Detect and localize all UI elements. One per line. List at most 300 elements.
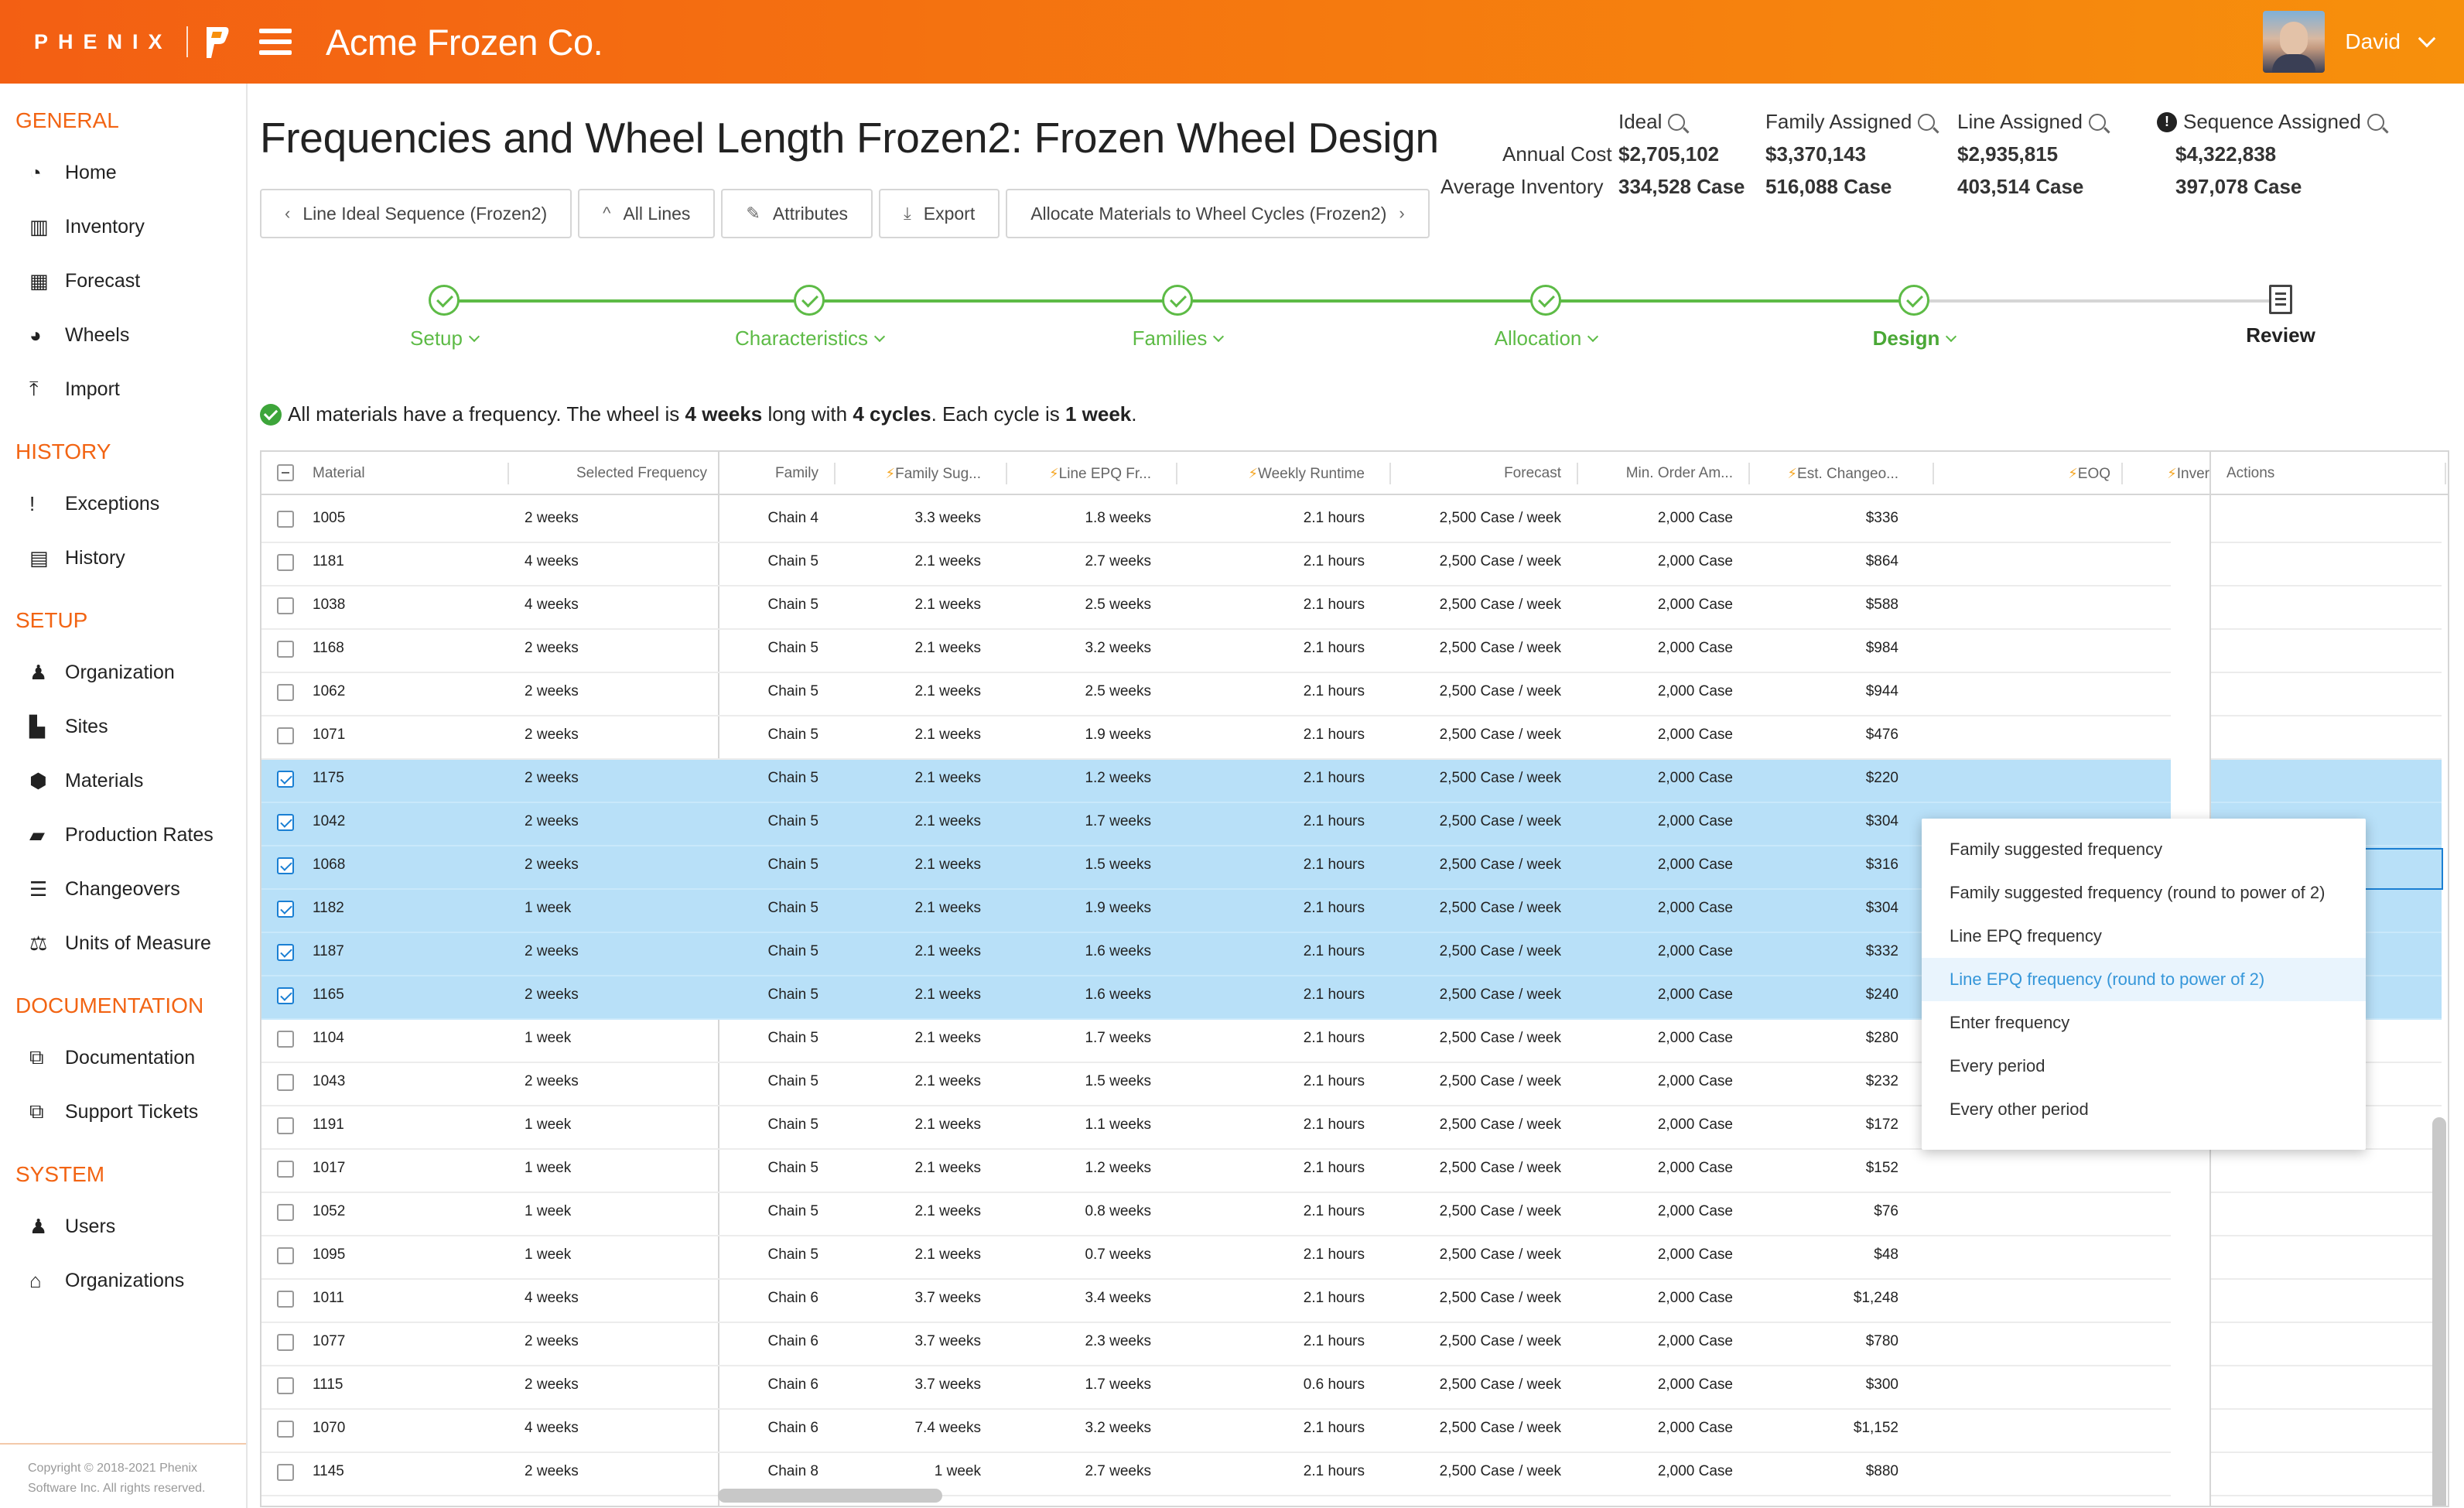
sidebar-item-label: History <box>65 546 125 569</box>
cell-family-suggested: 3.7 weeks <box>914 1376 981 1393</box>
cell-forecast: 2,500 Case / week <box>1439 813 1561 829</box>
header-inventory[interactable]: ⚡Inver <box>2167 466 2209 482</box>
family-assigned-annual-cost: $3,370,143 <box>1765 142 1867 166</box>
cell-family-suggested: 2.1 weeks <box>914 1160 981 1176</box>
line-assigned-avg-inventory: 403,514 Case <box>1957 175 2084 198</box>
cell-family-suggested: 2.1 weeks <box>914 1246 981 1263</box>
sidebar-item-label: Inventory <box>65 215 145 238</box>
sidebar-item-organizations[interactable] <box>0 1253 246 1308</box>
cell-est-changeover: $780 <box>1865 1333 1898 1349</box>
cell-est-changeover: $332 <box>1865 943 1898 959</box>
cell-forecast: 2,500 Case / week <box>1439 987 1561 1003</box>
table-row[interactable] <box>261 1193 2171 1236</box>
cell-selected-frequency: 2 weeks <box>525 857 579 873</box>
cell-est-changeover: $880 <box>1865 1463 1898 1479</box>
menu-item-1[interactable]: Family suggested frequency (round to power of 2) <box>1950 883 2326 902</box>
cell-material: 1175 <box>313 770 344 786</box>
cell-forecast: 2,500 Case / week <box>1439 727 1561 743</box>
table-row[interactable] <box>261 1020 2171 1063</box>
cell-forecast: 2,500 Case / week <box>1439 683 1561 699</box>
cell-forecast: 2,500 Case / week <box>1439 553 1561 569</box>
search-icon[interactable] <box>2089 114 2106 131</box>
cell-line-epq: 1.5 weeks <box>1085 1073 1151 1089</box>
cell-material: 1043 <box>313 1073 346 1089</box>
table-row[interactable] <box>261 890 2171 933</box>
cell-material: 1115 <box>313 1376 343 1393</box>
top-bar <box>0 0 2464 84</box>
cell-family-suggested: 2.1 weeks <box>914 1073 981 1089</box>
sidebar-item-label: Forecast <box>65 269 141 292</box>
table-row[interactable] <box>261 1236 2171 1280</box>
header-min-order[interactable]: Min. Order Am... <box>1625 465 1733 481</box>
row-checkbox[interactable] <box>277 1117 294 1134</box>
book-icon: ▤ <box>29 545 49 569</box>
table-row[interactable] <box>261 1323 2171 1366</box>
row-checkbox[interactable] <box>277 727 294 744</box>
copyright <box>0 1443 246 1508</box>
row-checkbox[interactable] <box>277 857 294 874</box>
grid-header <box>261 452 2448 495</box>
cell-line-epq: 3.2 weeks <box>1085 1420 1151 1436</box>
sidebar-item-units-of-measure[interactable] <box>0 916 246 970</box>
actions-cell <box>2211 1280 2442 1323</box>
cell-line-epq: 0.8 weeks <box>1085 1203 1151 1219</box>
chevron-down-icon <box>1587 330 1598 341</box>
cell-min-order: 2,000 Case <box>1657 1203 1733 1219</box>
exclamation-icon: ! <box>2157 112 2177 132</box>
pencil-icon: ✎ <box>746 203 760 223</box>
external-link-icon: ⧉ <box>29 1045 44 1069</box>
actions-cell <box>2211 1410 2442 1453</box>
row-checkbox[interactable] <box>277 814 294 831</box>
table-row[interactable] <box>261 803 2171 846</box>
back-button[interactable] <box>260 189 572 238</box>
cell-selected-frequency: 1 week <box>525 1116 572 1133</box>
cell-line-epq: 3.4 weeks <box>1085 1290 1151 1306</box>
cell-min-order: 2,000 Case <box>1657 727 1733 743</box>
table-row[interactable] <box>261 1280 2171 1323</box>
cell-family: Chain 5 <box>767 1203 818 1219</box>
cell-est-changeover: $476 <box>1865 727 1898 743</box>
cell-min-order: 2,000 Case <box>1657 1160 1733 1176</box>
cell-est-changeover: $944 <box>1865 683 1898 699</box>
row-checkbox[interactable] <box>277 597 294 614</box>
cell-selected-frequency: 1 week <box>525 1246 572 1263</box>
row-checkbox[interactable] <box>277 511 294 528</box>
menu-item-4[interactable]: Enter frequency <box>1950 1013 2070 1032</box>
cell-est-changeover: $588 <box>1865 597 1898 613</box>
table-row[interactable] <box>261 1150 2171 1193</box>
home-icon: ⌂ <box>29 1268 42 1292</box>
sequence-assigned-header-label: Sequence Assigned <box>2183 110 2361 133</box>
cell-weekly-runtime: 2.1 hours <box>1303 770 1365 786</box>
cell-line-epq: 2.5 weeks <box>1085 683 1151 699</box>
cell-weekly-runtime: 2.1 hours <box>1303 1073 1365 1089</box>
table-row[interactable] <box>261 1063 2171 1106</box>
horizontal-scrollbar[interactable] <box>718 1489 942 1503</box>
cell-family: Chain 5 <box>767 813 818 829</box>
sequence-assigned-header[interactable] <box>2157 110 2384 134</box>
copyright-line-1: Copyright © 2018-2021 Phenix <box>28 1462 198 1475</box>
sidebar-item-label: Organization <box>65 661 175 683</box>
row-checkbox[interactable] <box>277 641 294 658</box>
row-checkbox[interactable] <box>277 771 294 788</box>
cell-family: Chain 6 <box>767 1376 818 1393</box>
step-characteristics-label[interactable]: Characteristics <box>735 327 883 350</box>
actions-cell <box>2211 630 2442 673</box>
cell-material: 1168 <box>313 640 344 656</box>
table-row[interactable] <box>261 933 2171 976</box>
sidebar <box>0 84 248 1508</box>
header-actions: Actions <box>2226 465 2275 481</box>
status-text: All materials have a frequency. The wheel is 4 weeks long with 4 cycles. Each cycle is 1 week. <box>288 402 1137 426</box>
sidebar-item-forecast[interactable] <box>0 254 246 308</box>
menu-item-3[interactable]: Line EPQ frequency (round to power of 2) <box>1922 958 2366 1001</box>
cell-forecast: 2,500 Case / week <box>1439 1203 1561 1219</box>
balance-scale-icon: ⚖ <box>29 931 48 955</box>
row-checkbox[interactable] <box>277 987 294 1004</box>
cell-selected-frequency: 2 weeks <box>525 943 579 959</box>
cell-min-order: 2,000 Case <box>1657 857 1733 873</box>
cell-selected-frequency: 1 week <box>525 900 572 916</box>
cell-family-suggested: 2.1 weeks <box>914 683 981 699</box>
table-row[interactable] <box>261 846 2171 890</box>
actions-cell <box>2211 1453 2442 1496</box>
cell-family-suggested: 3.7 weeks <box>914 1333 981 1349</box>
row-checkbox[interactable] <box>277 1247 294 1264</box>
cell-weekly-runtime: 2.1 hours <box>1303 1333 1365 1349</box>
sidebar-item-label: Import <box>65 378 120 400</box>
step-characteristics[interactable] <box>693 285 925 350</box>
step-review[interactable] <box>2165 285 2397 347</box>
cell-family-suggested: 7.4 weeks <box>914 1420 981 1436</box>
cell-family-suggested: 2.1 weeks <box>914 813 981 829</box>
cell-forecast: 2,500 Case / week <box>1439 1073 1561 1089</box>
menu-item-0[interactable]: Family suggested frequency <box>1950 839 2163 859</box>
cell-est-changeover: $1,248 <box>1853 1290 1898 1306</box>
actions-cell <box>2211 1366 2442 1410</box>
search-icon[interactable] <box>1918 114 1935 131</box>
cell-min-order: 2,000 Case <box>1657 553 1733 569</box>
cell-est-changeover: $220 <box>1865 770 1898 786</box>
header-family-suggested[interactable]: ⚡Family Sug... <box>885 466 981 482</box>
family-assigned-header[interactable] <box>1765 110 1935 134</box>
sidebar-item-sites[interactable] <box>0 699 246 754</box>
cell-est-changeover: $76 <box>1874 1203 1898 1219</box>
row-checkbox[interactable] <box>277 901 294 918</box>
export-button[interactable] <box>879 189 1000 238</box>
cell-material: 1095 <box>313 1246 346 1263</box>
check-icon <box>1530 285 1561 316</box>
bolt-icon: ⚡ <box>1787 466 1798 481</box>
cell-weekly-runtime: 2.1 hours <box>1303 553 1365 569</box>
cell-family: Chain 6 <box>767 1420 818 1436</box>
bolt-icon: ⚡ <box>1248 466 1259 481</box>
cell-material: 1181 <box>313 553 344 569</box>
cell-selected-frequency: 2 weeks <box>525 683 579 699</box>
bolt-icon: ⚡ <box>1049 466 1059 481</box>
step-review-label[interactable]: Review <box>2246 323 2315 347</box>
cell-est-changeover: $172 <box>1865 1116 1898 1133</box>
main-content <box>249 84 2464 1508</box>
sidebar-item-documentation[interactable] <box>0 1031 246 1085</box>
table-row[interactable] <box>261 586 2171 630</box>
sidebar-item-support-tickets[interactable] <box>0 1085 246 1139</box>
cell-selected-frequency: 2 weeks <box>525 1333 579 1349</box>
cell-family: Chain 5 <box>767 1160 818 1176</box>
table-row[interactable] <box>261 543 2171 586</box>
cell-family-suggested: 2.1 weeks <box>914 727 981 743</box>
cell-weekly-runtime: 2.1 hours <box>1303 1246 1365 1263</box>
next-button-label: Allocate Materials to Wheel Cycles (Frozen2) <box>1030 203 1387 224</box>
sidebar-item-wheels[interactable] <box>0 308 246 362</box>
ideal-header-label: Ideal <box>1618 110 1663 133</box>
header-est-changeover[interactable]: ⚡Est. Changeo... <box>1787 466 1898 482</box>
copyright-line-2: Software Inc. All rights reserved. <box>28 1482 206 1495</box>
cell-forecast: 2,500 Case / week <box>1439 1463 1561 1479</box>
cell-material: 1062 <box>313 683 346 699</box>
menu-item-2[interactable]: Line EPQ frequency <box>1950 926 2102 945</box>
sidebar-item-materials[interactable] <box>0 754 246 808</box>
cell-family: Chain 5 <box>767 640 818 656</box>
chevron-up-icon: ^ <box>603 203 611 223</box>
cell-selected-frequency: 2 weeks <box>525 1463 579 1479</box>
header-forecast[interactable]: Forecast <box>1504 465 1561 481</box>
header-material[interactable]: Material <box>313 465 365 481</box>
cell-min-order: 2,000 Case <box>1657 1376 1733 1393</box>
table-row[interactable] <box>261 760 2171 803</box>
sidebar-item-label: Documentation <box>65 1046 196 1069</box>
cell-min-order: 2,000 Case <box>1657 900 1733 916</box>
cell-weekly-runtime: 0.6 hours <box>1303 1376 1365 1393</box>
cell-est-changeover: $300 <box>1865 1376 1898 1393</box>
family-assigned-avg-inventory: 516,088 Case <box>1765 175 1892 198</box>
ideal-avg-inventory: 334,528 Case <box>1618 175 1745 198</box>
next-button[interactable] <box>1006 189 1430 238</box>
line-assigned-header-label: Line Assigned <box>1957 110 2083 133</box>
line-assigned-header[interactable] <box>1957 110 2106 134</box>
row-checkbox[interactable] <box>277 1204 294 1221</box>
row-checkbox[interactable] <box>277 1074 294 1091</box>
dashboard-icon: ◔ <box>29 160 42 184</box>
header-family[interactable]: Family <box>775 465 818 481</box>
row-checkbox[interactable] <box>277 684 294 701</box>
cell-forecast: 2,500 Case / week <box>1439 857 1561 873</box>
cell-family: Chain 8 <box>767 1463 818 1479</box>
sidebar-item-import[interactable] <box>0 362 246 416</box>
sidebar-item-production-rates[interactable] <box>0 808 246 862</box>
cell-min-order: 2,000 Case <box>1657 1290 1733 1306</box>
sidebar-item-inventory[interactable] <box>0 200 246 254</box>
cell-line-epq: 2.5 weeks <box>1085 597 1151 613</box>
table-row[interactable] <box>261 716 2171 760</box>
cell-weekly-runtime: 2.1 hours <box>1303 510 1365 526</box>
cell-family: Chain 5 <box>767 597 818 613</box>
table-row[interactable] <box>261 1453 2171 1496</box>
cell-est-changeover: $280 <box>1865 1030 1898 1046</box>
table-row[interactable] <box>261 673 2171 716</box>
cell-weekly-runtime: 2.1 hours <box>1303 1203 1365 1219</box>
select-all-checkbox[interactable] <box>277 464 294 481</box>
table-row[interactable] <box>261 630 2171 673</box>
search-icon[interactable] <box>1668 114 1685 131</box>
cell-min-order: 2,000 Case <box>1657 813 1733 829</box>
header-line-epq[interactable]: ⚡Line EPQ Fr... <box>1049 466 1151 482</box>
ideal-header[interactable] <box>1618 110 1685 134</box>
factory-icon: ▙ <box>29 714 45 738</box>
step-allocation[interactable] <box>1430 285 1662 350</box>
cell-min-order: 2,000 Case <box>1657 943 1733 959</box>
cell-family: Chain 5 <box>767 770 818 786</box>
cell-est-changeover: $1,152 <box>1853 1420 1898 1436</box>
sidebar-item-changeovers[interactable] <box>0 862 246 916</box>
cell-weekly-runtime: 2.1 hours <box>1303 857 1365 873</box>
chevron-left-icon: ‹ <box>285 203 291 223</box>
row-checkbox[interactable] <box>277 1031 294 1048</box>
header-weekly-runtime[interactable]: ⚡Weekly Runtime <box>1248 466 1365 482</box>
row-checkbox[interactable] <box>277 1377 294 1394</box>
cell-weekly-runtime: 2.1 hours <box>1303 943 1365 959</box>
row-checkbox[interactable] <box>277 1291 294 1308</box>
ruler-icon: ▰ <box>29 822 45 846</box>
sidebar-item-history[interactable] <box>0 531 246 585</box>
cell-family-suggested: 2.1 weeks <box>914 553 981 569</box>
sidebar-item-label: Support Tickets <box>65 1100 199 1123</box>
table-row[interactable] <box>261 500 2171 543</box>
cell-family-suggested: 2.1 weeks <box>914 900 981 916</box>
sidebar-item-label: Wheels <box>65 323 130 346</box>
cell-forecast: 2,500 Case / week <box>1439 1420 1561 1436</box>
family-assigned-header-label: Family Assigned <box>1765 110 1912 133</box>
step-design-label[interactable]: Design <box>1873 327 1956 350</box>
menu-item-6[interactable]: Every other period <box>1950 1099 2089 1119</box>
cell-line-epq: 1.2 weeks <box>1085 770 1151 786</box>
cell-material: 1071 <box>313 727 346 743</box>
cell-family-suggested: 3.3 weeks <box>914 510 981 526</box>
cell-family: Chain 5 <box>767 727 818 743</box>
cell-est-changeover: $984 <box>1865 640 1898 656</box>
cell-line-epq: 1.7 weeks <box>1085 1376 1151 1393</box>
cell-family: Chain 5 <box>767 553 818 569</box>
cell-selected-frequency: 1 week <box>525 1160 572 1176</box>
user-name[interactable]: David <box>2345 29 2401 53</box>
cell-min-order: 2,000 Case <box>1657 640 1733 656</box>
header-selected-frequency[interactable]: Selected Frequency <box>576 465 707 481</box>
cell-family: Chain 4 <box>767 510 818 526</box>
bolt-icon: ⚡ <box>885 466 896 481</box>
cell-material: 1052 <box>313 1203 346 1219</box>
cell-selected-frequency: 2 weeks <box>525 987 579 1003</box>
cell-line-epq: 1.9 weeks <box>1085 900 1151 916</box>
chevron-down-icon <box>469 330 480 341</box>
all-lines-button[interactable] <box>578 189 715 238</box>
step-allocation-label[interactable]: Allocation <box>1495 327 1598 350</box>
row-checkbox[interactable] <box>277 1464 294 1481</box>
step-families[interactable] <box>1061 285 1294 350</box>
chevron-down-icon[interactable] <box>2418 30 2436 48</box>
document-icon <box>2269 285 2292 314</box>
table-row[interactable] <box>261 1410 2171 1453</box>
attributes-button[interactable] <box>721 189 873 238</box>
cell-selected-frequency: 2 weeks <box>525 813 579 829</box>
search-icon[interactable] <box>2367 114 2384 131</box>
cell-family: Chain 6 <box>767 1333 818 1349</box>
actions-cell <box>2211 1236 2442 1280</box>
actions-cell <box>2211 673 2442 716</box>
sidebar-item-label: Production Rates <box>65 823 214 846</box>
cell-min-order: 2,000 Case <box>1657 1420 1733 1436</box>
cell-forecast: 2,500 Case / week <box>1439 1160 1561 1176</box>
sidebar-item-organization[interactable] <box>0 645 246 699</box>
cell-line-epq: 1.2 weeks <box>1085 1160 1151 1176</box>
actions-cell <box>2211 1323 2442 1366</box>
cell-min-order: 2,000 Case <box>1657 770 1733 786</box>
brand[interactable] <box>0 22 251 61</box>
table-row[interactable] <box>261 976 2171 1020</box>
cell-family-suggested: 2.1 weeks <box>914 1116 981 1133</box>
cell-min-order: 2,000 Case <box>1657 987 1733 1003</box>
row-checkbox[interactable] <box>277 944 294 961</box>
menu-toggle-icon[interactable] <box>259 29 292 55</box>
step-setup[interactable] <box>328 285 560 350</box>
cell-line-epq: 1.5 weeks <box>1085 857 1151 873</box>
cell-weekly-runtime: 2.1 hours <box>1303 987 1365 1003</box>
menu-item-5[interactable]: Every period <box>1950 1056 2045 1075</box>
cell-min-order: 2,000 Case <box>1657 683 1733 699</box>
cell-est-changeover: $240 <box>1865 987 1898 1003</box>
cell-family-suggested: 2.1 weeks <box>914 640 981 656</box>
sidebar-item-users[interactable] <box>0 1199 246 1253</box>
cell-material: 1165 <box>313 987 344 1003</box>
cell-line-epq: 2.3 weeks <box>1085 1333 1151 1349</box>
user-menu[interactable] <box>2263 11 2464 73</box>
row-checkbox[interactable] <box>277 1161 294 1178</box>
status-message <box>260 402 1137 426</box>
step-families-label[interactable]: Families <box>1133 327 1223 350</box>
step-setup-label[interactable]: Setup <box>410 327 478 350</box>
cell-forecast: 2,500 Case / week <box>1439 1290 1561 1306</box>
cell-weekly-runtime: 2.1 hours <box>1303 1116 1365 1133</box>
row-checkbox[interactable] <box>277 554 294 571</box>
header-eoq[interactable]: ⚡EOQ <box>2068 466 2110 482</box>
exclamation-icon: ! <box>29 491 36 515</box>
sidebar-item-label: Changeovers <box>65 877 180 900</box>
avatar[interactable] <box>2263 11 2325 73</box>
cell-family: Chain 5 <box>767 900 818 916</box>
table-row[interactable] <box>261 1106 2171 1150</box>
sidebar-section-title: HISTORY <box>15 439 111 463</box>
vertical-scrollbar[interactable] <box>2432 1117 2446 1507</box>
cell-material: 1005 <box>313 510 346 526</box>
cell-line-epq: 1.7 weeks <box>1085 1030 1151 1046</box>
step-design[interactable] <box>1798 285 2030 350</box>
row-checkbox[interactable] <box>277 1421 294 1438</box>
all-lines-label: All Lines <box>623 203 691 224</box>
row-checkbox[interactable] <box>277 1334 294 1351</box>
cell-selected-frequency: 2 weeks <box>525 640 579 656</box>
table-row[interactable] <box>261 1366 2171 1410</box>
sidebar-item-exceptions[interactable] <box>0 477 246 531</box>
sidebar-item-home[interactable] <box>0 145 246 200</box>
cell-forecast: 2,500 Case / week <box>1439 1333 1561 1349</box>
cell-line-epq: 2.7 weeks <box>1085 1463 1151 1479</box>
cell-line-epq: 1.6 weeks <box>1085 943 1151 959</box>
sidebar-item-label: Home <box>65 161 117 183</box>
actions-cell <box>2211 716 2442 760</box>
cell-material: 1077 <box>313 1333 346 1349</box>
cell-min-order: 2,000 Case <box>1657 1246 1733 1263</box>
attributes-label: Attributes <box>772 203 848 224</box>
